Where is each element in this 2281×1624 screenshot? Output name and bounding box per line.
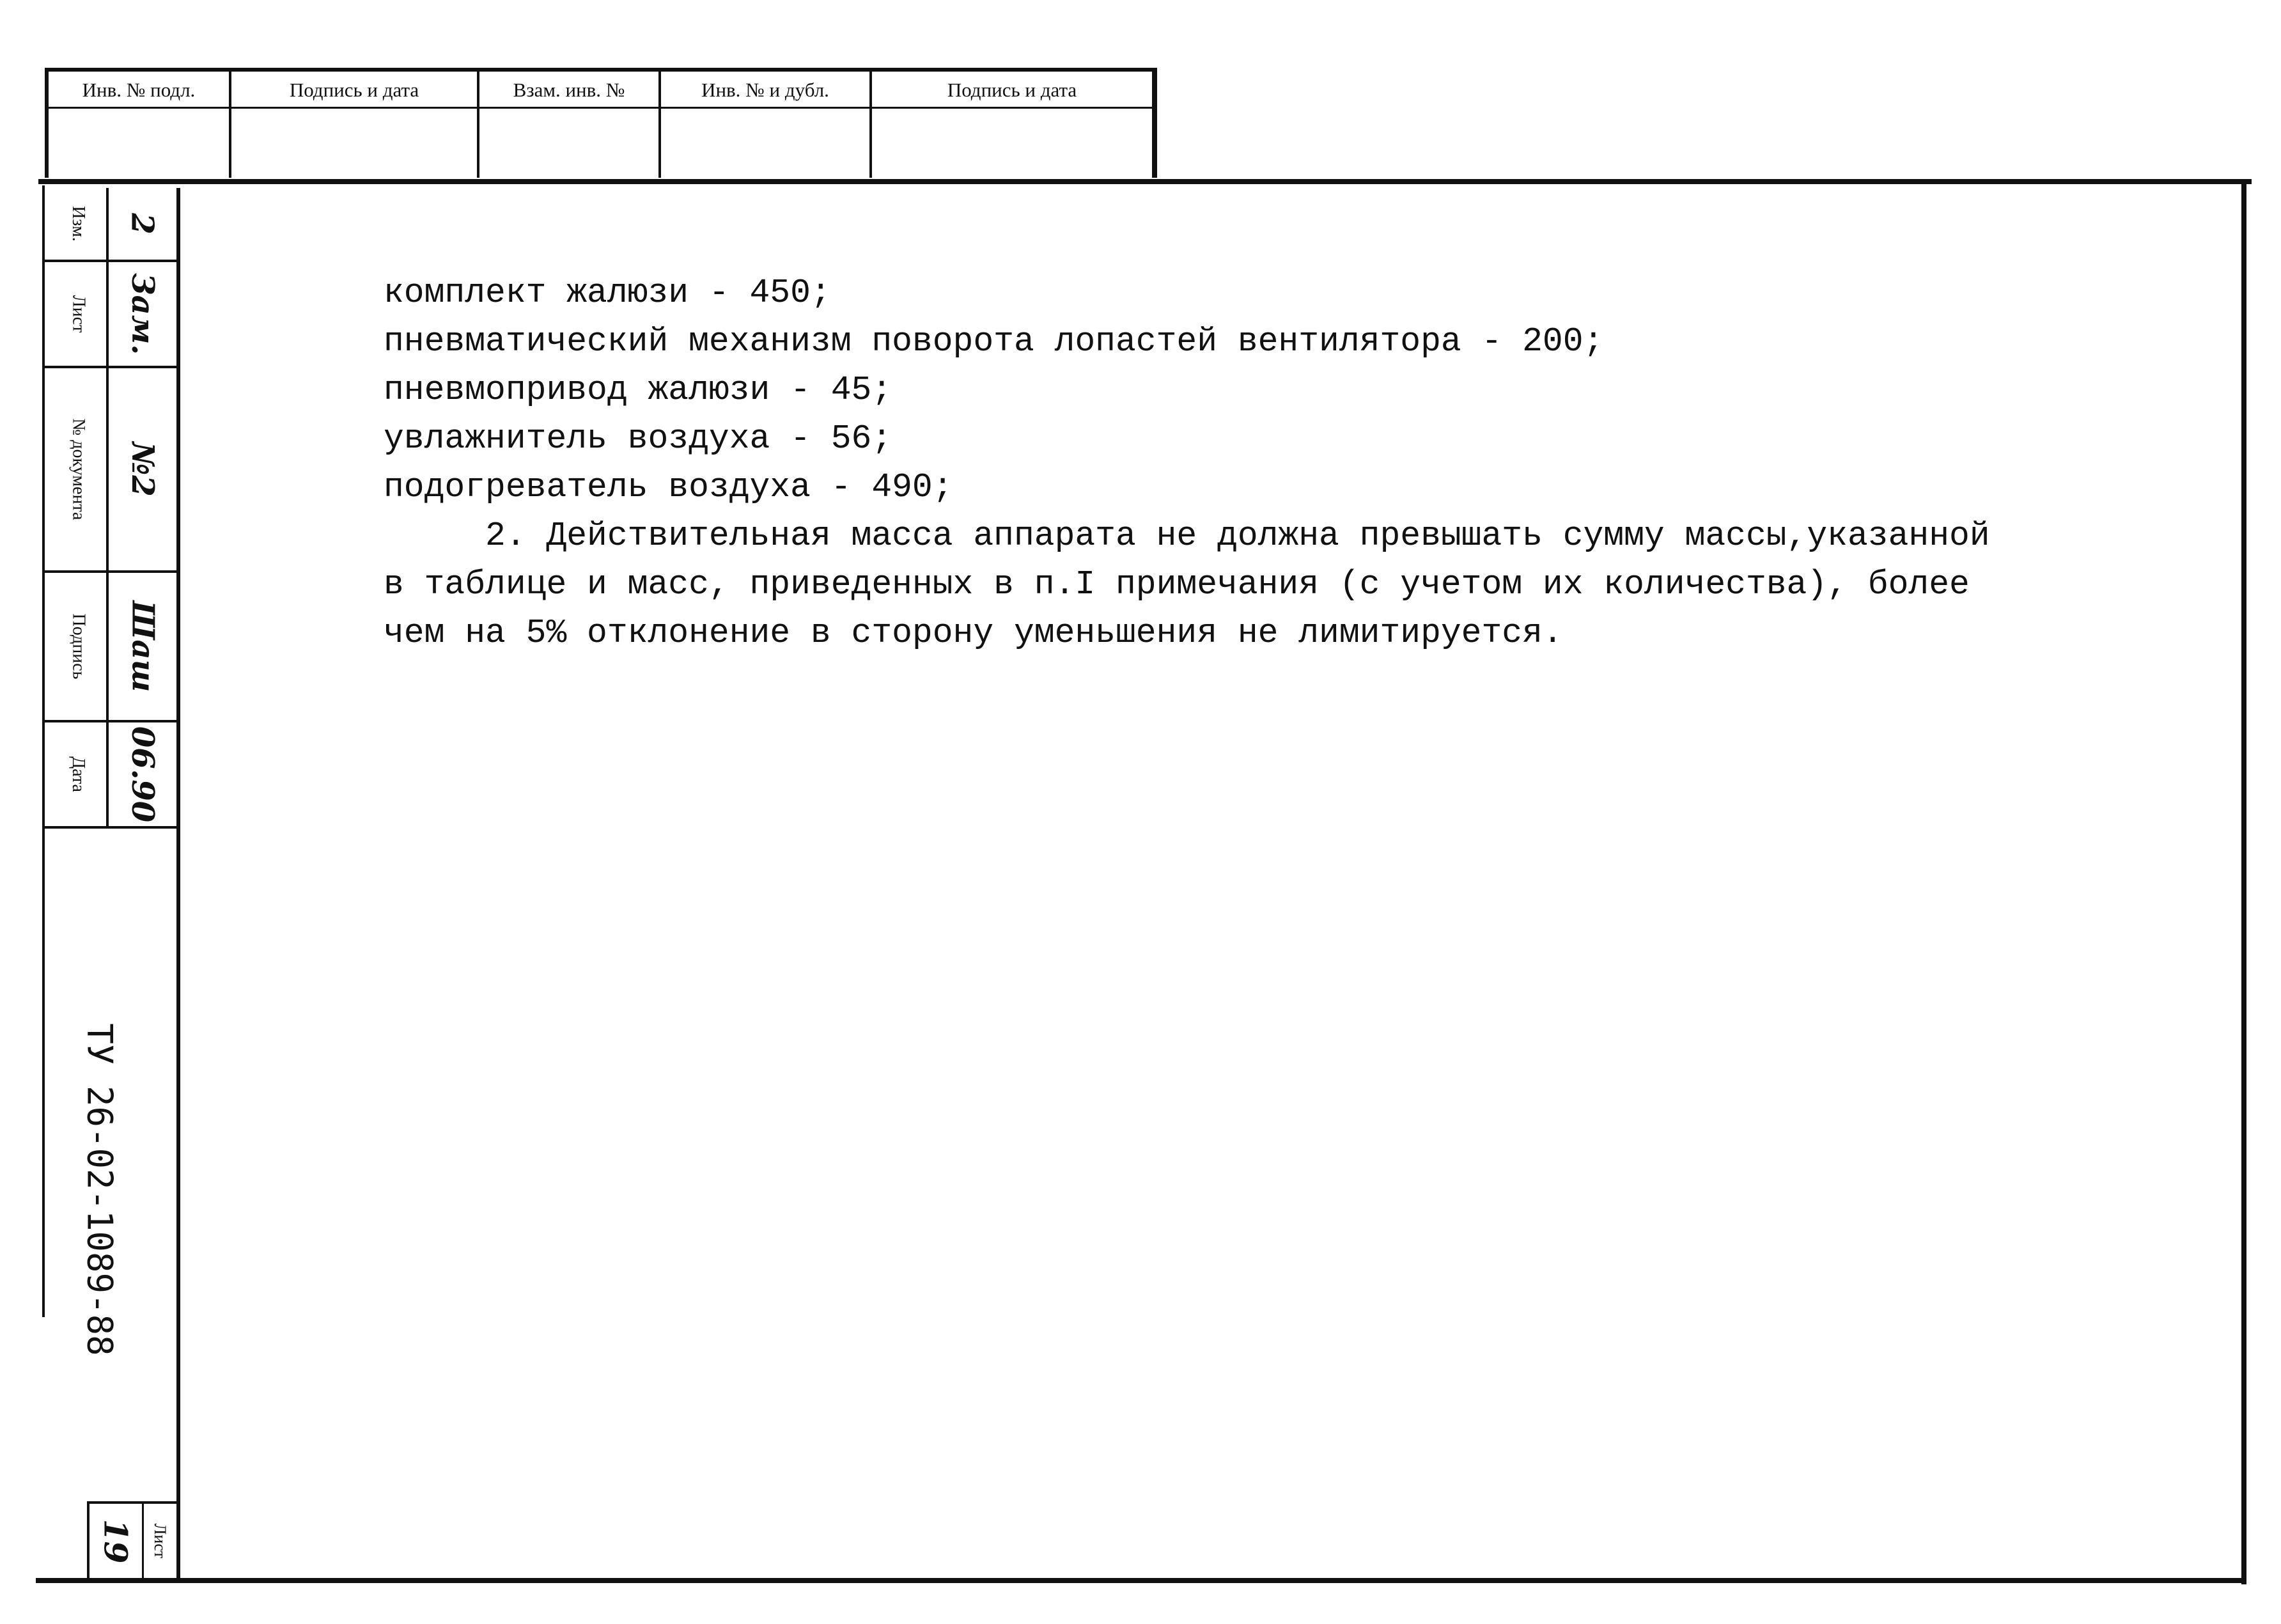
document-code — [61, 1010, 138, 1368]
revision-label: Дата — [68, 756, 88, 792]
body-line: 2. Действительная масса аппарата не должна превышать сумму массы,указанной — [384, 517, 1990, 555]
frame-top-border — [38, 179, 2252, 184]
body-line: пневмопривод жалюзи - 45; — [384, 371, 892, 409]
revision-label: Подпись — [68, 613, 89, 680]
frame-inner-left-border — [176, 188, 180, 1581]
frame-bottom-border — [36, 1578, 2245, 1583]
stamp-cell-replacement-inv — [479, 72, 661, 178]
revision-label: Изм. — [68, 206, 88, 242]
body-line: в таблице и масс, приведенных в п.I примечания (с учетом их количества), более — [384, 565, 1970, 604]
revision-value: №2 — [124, 442, 160, 497]
stamp-header: Подпись и дата — [231, 72, 477, 109]
stamp-header: Подпись и дата — [872, 72, 1152, 109]
stamp-cell-signature-date-2 — [872, 72, 1152, 178]
sheet-number: 19 — [97, 1519, 135, 1563]
revision-value: Зам. — [125, 272, 160, 355]
revision-label: Лист — [68, 295, 88, 333]
revision-value: 2 — [125, 213, 160, 235]
body-line: пневматический механизм поворота лопастей вентилятора - 200; — [384, 322, 1604, 361]
sheet-number-box — [87, 1501, 176, 1578]
body-line: чем на 5% отклонение в сторону уменьшения не лимитируется. — [384, 614, 1563, 652]
approval-stamp-table — [45, 68, 1157, 178]
revision-cell-sheet — [45, 262, 176, 368]
document-code-text: ТУ 26-02-1089-88 — [79, 1022, 120, 1356]
revision-cell-change — [45, 188, 176, 262]
stamp-cell-signature-date — [231, 72, 479, 178]
stamp-cell-inv-original — [49, 72, 231, 178]
document-body — [384, 269, 2238, 657]
body-line: увлажнитель воздуха - 56; — [384, 419, 892, 458]
sheet-label: Лист — [151, 1523, 170, 1559]
revision-value: Шаш — [125, 600, 161, 692]
revision-cell-date — [45, 722, 176, 829]
revision-value: 06.90 — [125, 726, 160, 823]
frame-right-border — [2241, 182, 2246, 1584]
revision-cell-signature — [45, 573, 176, 722]
stamp-header: Инв. № и дубл. — [661, 72, 869, 109]
body-line: комплект жалюзи - 450; — [384, 274, 831, 312]
body-line: подогреватель воздуха - 490; — [384, 468, 953, 506]
revision-label: № документа — [68, 418, 88, 520]
stamp-cell-inv-duplicate — [661, 72, 872, 178]
stamp-header: Взам. инв. № — [479, 72, 658, 109]
stamp-header: Инв. № подл. — [49, 72, 229, 109]
revision-cell-document-number — [45, 368, 176, 573]
